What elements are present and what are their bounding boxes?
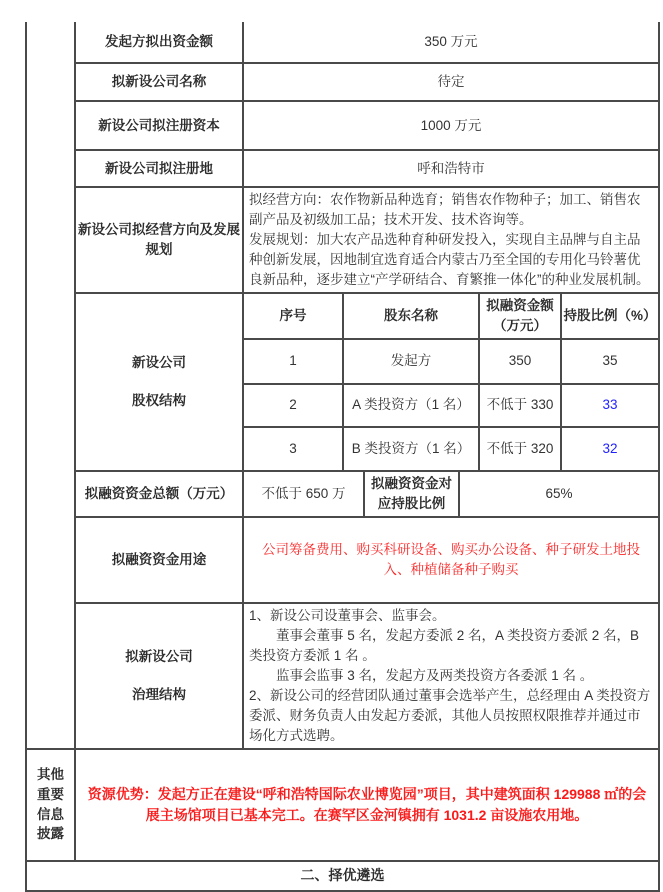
row-equity-header [26,293,659,339]
section-footer-title: 二、择优遴选 [26,861,659,891]
funding-amount-value: 350 万元 [243,22,659,63]
equity-structure-label-line1: 新设公司 [132,354,186,370]
left-spanner-cell [26,22,75,749]
financing-usage-label: 拟融资资金用途 [75,517,243,603]
financing-ratio-label: 拟融资资金对应持股比例 [364,471,459,517]
business-direction-paragraph: 拟经营方向：农作物新品种选育；销售农作物种子；加工、销售农副产品及初级加工品；技术开发、技术咨询等。 [249,192,641,227]
governance-value [243,603,659,749]
company-name-value: 待定 [243,63,659,101]
governance-paragraph-2: 董事会董事 5 名，发起方委派 2 名，A 类投资方委派 2 名，B 类投资方委派 1 名 。 [249,627,640,663]
equity-row-1-shareholder: 发起方 [343,339,479,384]
row-company-name [26,63,659,101]
document-sheet [25,22,658,892]
governance-label-line2: 治理结构 [132,686,186,702]
financing-total-value: 不低于 650 万 [243,471,364,517]
equity-row-1-amount: 350 [479,339,561,384]
equity-row-3-no: 3 [243,427,343,471]
equity-row-2-shareholder: A 类投资方（1 名） [343,384,479,427]
governance-label-line1: 拟新设公司 [125,648,193,664]
document-table [25,22,660,892]
equity-row-3-shareholder: B 类投资方（1 名） [343,427,479,471]
business-direction-value [243,187,659,293]
funding-amount-label: 发起方拟出资金额 [75,22,243,63]
governance-paragraph-4: 2、新设公司的经营团队通过董事会选举产生，总经理由 A 类投资方委派、财务负责人由发起方委派，其他人员按照权限推荐并通过市场化方式选聘。 [249,687,651,743]
equity-row-2-amount: 不低于 330 [479,384,561,427]
equity-col-header-no: 序号 [243,293,343,339]
row-business-direction [26,187,659,293]
equity-row-3-amount: 不低于 320 [479,427,561,471]
equity-row-2-ratio: 33 [561,384,659,427]
row-governance [26,603,659,749]
financing-total-label: 拟融资资金总额（万元） [75,471,243,517]
equity-col-header-ratio: 持股比例（%） [561,293,659,339]
equity-structure-label [75,293,243,471]
other-disclosure-value: 资源优势：发起方正在建设“呼和浩特国际农业博览园”项目，其中建筑面积 129988 ㎡的会展主场馆项目已基本完工。在赛罕区金河镇拥有 1031.2 亩设施农用地。 [75,749,659,861]
row-registered-location [26,150,659,187]
financing-ratio-value: 65% [459,471,659,517]
registered-location-label: 新设公司拟注册地 [75,150,243,187]
equity-col-header-shareholder: 股东名称 [343,293,479,339]
equity-row-3-ratio: 32 [561,427,659,471]
registered-location-value: 呼和浩特市 [243,150,659,187]
equity-row-1-ratio: 35 [561,339,659,384]
row-registered-capital [26,101,659,150]
row-section-footer [26,861,659,891]
business-direction-label: 新设公司拟经营方向及发展规划 [75,187,243,293]
development-plan-paragraph: 发展规划：加大农产品选种育种研发投入，实现自主品牌与自主品种创新发展，因地制宜选育适合内蒙古乃至全国的专用化马铃薯优良新品种，逐步建立“产学研结合、育繁推一体化”的种业发展机制。 [249,231,650,287]
registered-capital-value: 1000 万元 [243,101,659,150]
row-financing-usage [26,517,659,603]
row-other-disclosure [26,749,659,861]
registered-capital-label: 新设公司拟注册资本 [75,101,243,150]
company-name-label: 拟新设公司名称 [75,63,243,101]
row-financing-total [26,471,659,517]
equity-structure-label-line2: 股权结构 [132,392,186,408]
equity-row-1-no: 1 [243,339,343,384]
governance-paragraph-3: 监事会监事 3 名，发起方及两类投资方各委派 1 名 。 [276,667,594,683]
row-funding-amount [26,22,659,63]
governance-paragraph-1: 1、新设公司设董事会、监事会。 [249,607,446,623]
equity-row-2-no: 2 [243,384,343,427]
governance-label [75,603,243,749]
financing-usage-value: 公司筹备费用、购买科研设备、购买办公设备、种子研发土地投入、种植储备种子购买 [243,517,659,603]
equity-col-header-amount: 拟融资金额（万元） [479,293,561,339]
other-disclosure-label: 其他重要信息披露 [26,749,75,861]
